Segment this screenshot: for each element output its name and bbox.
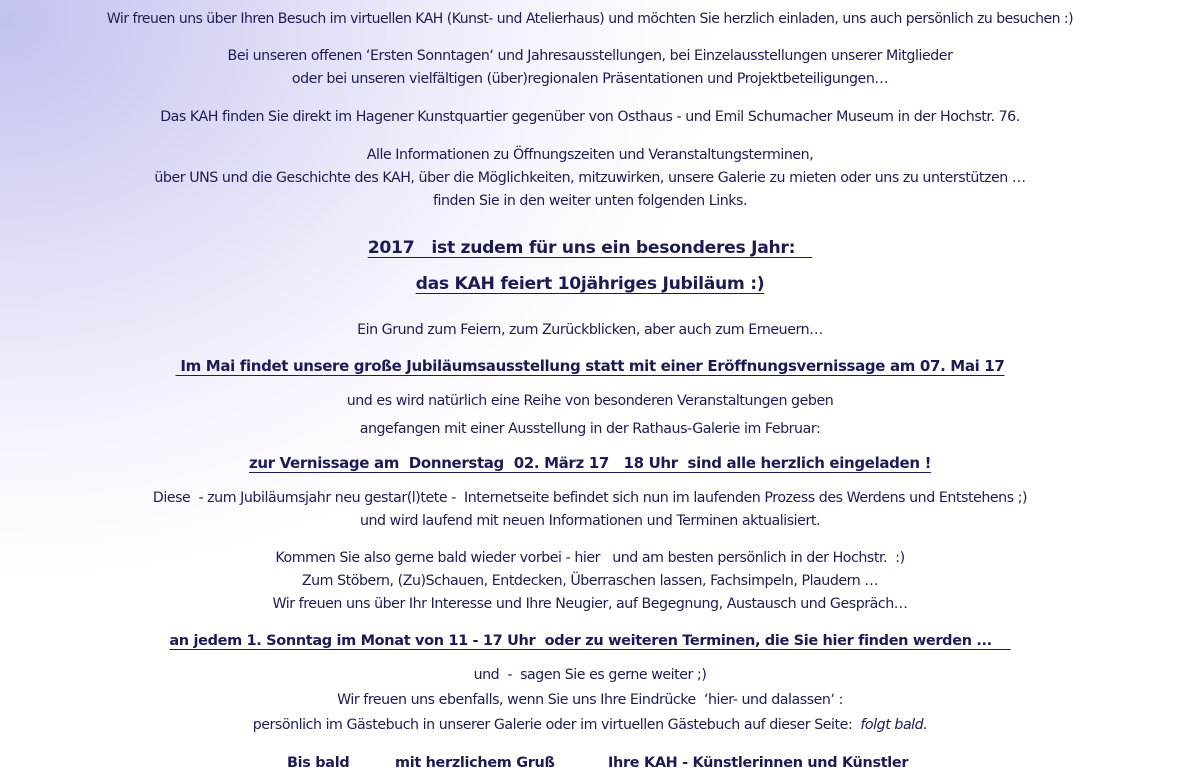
share-text: und - sagen Sie es gerne weiter ;) [473, 667, 707, 683]
website-line-1: Diese - zum Jubiläumsjahr neu gestar(l)tete - Internetseite befindet sich nun im laufenden Prozess des Werdens und Entstehens ;) [152, 490, 1028, 506]
visit-line-2: Zum Stöbern, (Zu)Schauen, Entdecken, Überraschen lassen, Fachsimpeln, Plaudern … [301, 573, 879, 589]
events-line-1: Bei unseren offenen ‘Ersten Sonntagen‘ und Jahresausstellungen, bei Einzelausstellungen unserer Mitglieder [227, 48, 953, 64]
info-line-1: Alle Informationen zu Öffnungszeiten und Veranstaltungsterminen, [366, 147, 814, 163]
website-line-2: und wird laufend mit neuen Informationen und Terminen aktualisiert. [359, 513, 821, 529]
jubilee-heading-1: 2017 ist zudem für uns ein besonderes Jahr: [367, 238, 813, 258]
intro-text: Wir freuen uns über Ihren Besuch im virtuellen KAH (Kunst- und Atelierhaus) und möchten Sie herzlich einladen, uns auch persönlich zu besuchen :) [106, 11, 1074, 27]
guestbook-line-1: Wir freuen uns ebenfalls, wenn Sie uns Ihre Eindrücke ‘hier- und dalassen‘ : [337, 692, 843, 708]
signature-farewell: Bis bald [287, 755, 350, 771]
sunday-text: an jedem 1. Sonntag im Monat von 11 - 17 Uhr oder zu weiteren Terminen, die Sie hier finden werden ... [169, 633, 1011, 649]
special-events-line-2: angefangen mit einer Ausstellung in der Rathaus-Galerie im Februar: [359, 421, 821, 437]
vernissage-text: zur Vernissage am Donnerstag 02. März 17 18 Uhr sind alle herzlich eingeladen ! [248, 454, 932, 472]
guestbook-note: folgt bald. [860, 717, 928, 733]
reason-text: Ein Grund zum Feiern, zum Zurückblicken, aber auch zum Erneuern… [357, 322, 823, 338]
info-line-3: finden Sie in den weiter unten folgenden Links. [432, 193, 748, 209]
events-line-2: oder bei unseren vielfältigen (über)regionalen Präsentationen und Projektbeteiligungen… [291, 71, 889, 87]
signature-sender: Ihre KAH - Künstlerinnen und Künstler [608, 755, 909, 771]
visit-line-3: Wir freuen uns über Ihr Interesse und Ihre Neugier, auf Begegnung, Austausch und Gespräch… [272, 596, 908, 612]
jubilee-heading-2: das KAH feiert 10jähriges Jubiläum :) [415, 274, 765, 294]
info-line-2: über UNS und die Geschichte des KAH, über die Möglichkeiten, mitzuwirken, unsere Galerie zu mieten oder uns zu unterstützen … [154, 170, 1026, 186]
location-text: Das KAH finden Sie direkt im Hagener Kunstquartier gegenüber von Osthaus - und Emil Schumacher Museum in der Hochstr. 76. [160, 109, 1020, 125]
guestbook-text: persönlich im Gästebuch in unserer Galerie oder im virtuellen Gästebuch auf dieser Seite: [252, 717, 861, 733]
special-events-line-1: und es wird natürlich eine Reihe von besonderen Veranstaltungen geben [346, 393, 834, 409]
may-exhibition-text: Im Mai findet unsere große Jubiläumsausstellung statt mit einer Eröffnungsvernissage am 07. Mai 17 [175, 357, 1005, 375]
visit-line-1: Kommen Sie also gerne bald wieder vorbei - hier und am besten persönlich in der Hochstr. :) [275, 550, 905, 566]
signature-greeting: mit herzlichem Gruß [395, 755, 555, 771]
guestbook-line-2 [0, 715, 1180, 736]
